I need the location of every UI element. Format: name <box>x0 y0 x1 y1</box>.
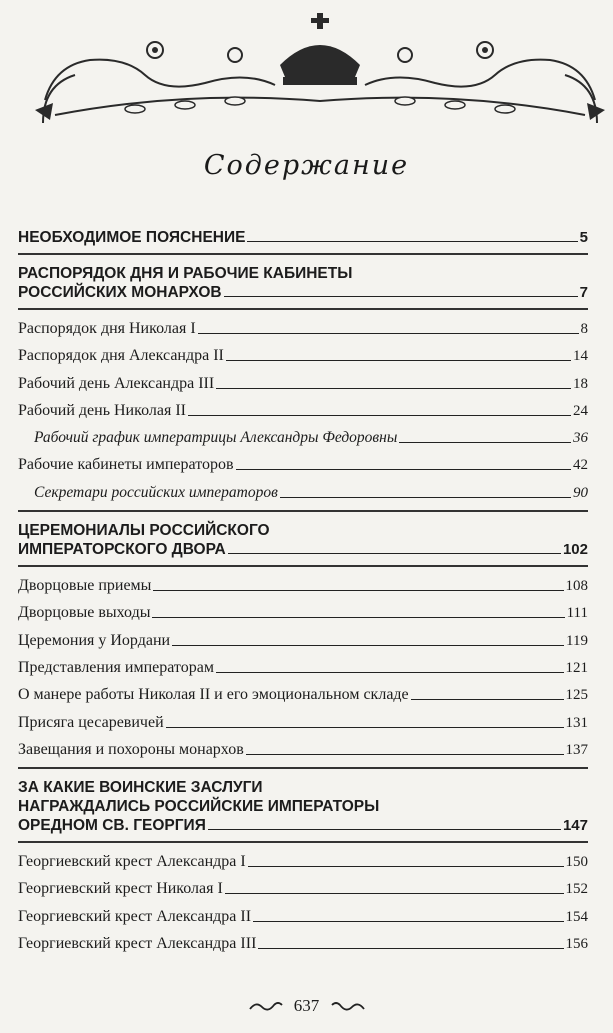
page-ref: 131 <box>565 714 588 731</box>
section-divider <box>18 767 588 769</box>
leader-line <box>152 617 564 618</box>
section-title: ОРЕДНОМ СВ. ГЕОРГИЯ <box>18 817 206 835</box>
section-heading-line[interactable] <box>18 283 588 302</box>
toc-entry[interactable] <box>18 879 588 899</box>
leader-line <box>208 829 561 830</box>
toc-entry-label: Завещания и похороны монархов <box>18 740 244 758</box>
section-divider <box>18 253 588 255</box>
section-title: НЕОБХОДИМОЕ ПОЯСНЕНИЕ <box>18 229 246 246</box>
page-ref: 24 <box>573 402 588 419</box>
toc-entry[interactable] <box>18 346 588 366</box>
leader-line <box>172 645 564 646</box>
toc-entry[interactable] <box>18 401 588 421</box>
section-divider <box>18 841 588 843</box>
page-ref: 18 <box>573 375 588 392</box>
leader-line <box>216 388 571 389</box>
page-ref: 125 <box>565 687 588 704</box>
toc-entry-label: Рабочий день Александра III <box>18 374 215 392</box>
page-ref: 14 <box>573 348 588 365</box>
leader-line <box>198 333 579 334</box>
section-title: ЗА КАКИЕ ВОИНСКИЕ ЗАСЛУГИ <box>18 779 263 797</box>
toc-entry[interactable] <box>18 740 588 760</box>
toc-entry[interactable] <box>18 685 588 705</box>
leader-line <box>188 415 571 416</box>
toc-entry-label: Секретари российских императоров <box>34 483 278 501</box>
toc-entry-label: Георгиевский крест Александра III <box>18 935 257 953</box>
toc-entry[interactable] <box>18 603 588 623</box>
toc-entry[interactable] <box>18 428 588 448</box>
section-title: ЦЕРЕМОНИАЛЫ РОССИЙСКОГО <box>18 522 270 540</box>
page-ref: 154 <box>565 908 588 925</box>
page-ref: 42 <box>573 457 588 474</box>
toc-entry[interactable] <box>18 934 588 954</box>
leader-line <box>411 699 564 700</box>
section-heading-line <box>18 264 588 283</box>
toc-entry-label: Рабочий график императрицы Александры Федоровны <box>34 429 398 447</box>
section-heading-line[interactable] <box>18 540 588 559</box>
leader-line <box>153 590 563 591</box>
leader-line <box>247 241 577 242</box>
toc-entry[interactable] <box>18 631 588 651</box>
swirl-right-icon <box>330 1001 366 1013</box>
toc-entry[interactable] <box>18 319 588 339</box>
page-footer <box>0 996 613 1016</box>
toc-entry[interactable] <box>18 576 588 596</box>
toc-entry[interactable] <box>18 374 588 394</box>
toc-entry[interactable] <box>18 658 588 678</box>
section-title: НАГРАЖДАЛИСЬ РОССИЙСКИЕ ИМПЕРАТОРЫ <box>18 798 380 816</box>
section-divider <box>18 510 588 512</box>
page-ref: 111 <box>566 605 588 622</box>
section-heading-line[interactable] <box>18 816 588 835</box>
section-divider <box>18 308 588 310</box>
page-ref: 147 <box>562 817 588 835</box>
section-divider <box>18 565 588 567</box>
page-ref: 36 <box>573 430 588 447</box>
page-ref: 7 <box>579 284 588 301</box>
toc-entry-label: Дворцовые выходы <box>18 604 151 622</box>
leader-line <box>228 553 561 554</box>
toc-entry-label: Представления императорам <box>18 658 214 676</box>
toc-entry[interactable] <box>18 483 588 503</box>
leader-line <box>399 442 571 443</box>
leader-line <box>224 296 578 297</box>
section-heading-line <box>18 521 588 540</box>
toc-entry-label: О манере работы Николая II и его эмоциональном складе <box>18 686 409 704</box>
toc-entry-label: Церемония у Иордани <box>18 631 171 649</box>
leader-line <box>280 497 571 498</box>
section-title: РОССИЙСКИХ МОНАРХОВ <box>18 284 222 301</box>
crown-ornament <box>35 5 605 140</box>
page-ref: 137 <box>565 741 588 758</box>
table-of-contents <box>18 228 588 961</box>
toc-entry-label: Рабочий день Николая II <box>18 401 186 419</box>
page-ref: 102 <box>562 541 588 559</box>
section-heading-line <box>18 778 588 797</box>
leader-line <box>166 727 564 728</box>
page-ref: 150 <box>565 854 588 871</box>
page-ref: 90 <box>573 484 588 501</box>
leader-line <box>253 921 563 922</box>
toc-entry-label: Рабочие кабинеты императоров <box>18 456 234 474</box>
section-heading-line[interactable] <box>18 228 588 247</box>
page-title: Содержание <box>203 150 410 181</box>
page-ref: 8 <box>580 321 588 337</box>
leader-line <box>236 469 571 470</box>
section-title: РАСПОРЯДОК ДНЯ И РАБОЧИЕ КАБИНЕТЫ <box>18 265 353 282</box>
page-ref: 5 <box>579 229 588 246</box>
leader-line <box>258 948 563 949</box>
toc-entry-label: Георгиевский крест Николая I <box>18 880 223 898</box>
toc-entry[interactable] <box>18 907 588 927</box>
toc-entry[interactable] <box>18 455 588 475</box>
page-number: 637 <box>293 996 320 1015</box>
leader-line <box>226 360 571 361</box>
toc-entry-label: Дворцовые приемы <box>18 577 152 595</box>
section-heading-line <box>18 797 588 816</box>
toc-entry-label: Георгиевский крест Александра I <box>18 853 246 871</box>
toc-entry-label: Присяга цесаревичей <box>18 713 164 731</box>
leader-line <box>225 893 564 894</box>
page-ref: 108 <box>565 578 588 595</box>
page-ref: 156 <box>565 936 588 953</box>
page-ref: 121 <box>565 659 588 676</box>
section-title: ИМПЕРАТОРСКОГО ДВОРА <box>18 541 226 559</box>
leader-line <box>246 754 564 755</box>
page-ref: 119 <box>566 632 588 649</box>
leader-line <box>216 672 564 673</box>
toc-entry-label: Распорядок дня Александра II <box>18 347 224 365</box>
swirl-left-icon <box>248 1001 284 1013</box>
toc-entry[interactable] <box>18 852 588 872</box>
toc-entry-label: Георгиевский крест Александра II <box>18 907 252 925</box>
leader-line <box>248 866 564 867</box>
toc-entry[interactable] <box>18 713 588 733</box>
page-ref: 152 <box>565 881 588 898</box>
toc-entry-label: Распорядок дня Николая I <box>18 320 196 337</box>
